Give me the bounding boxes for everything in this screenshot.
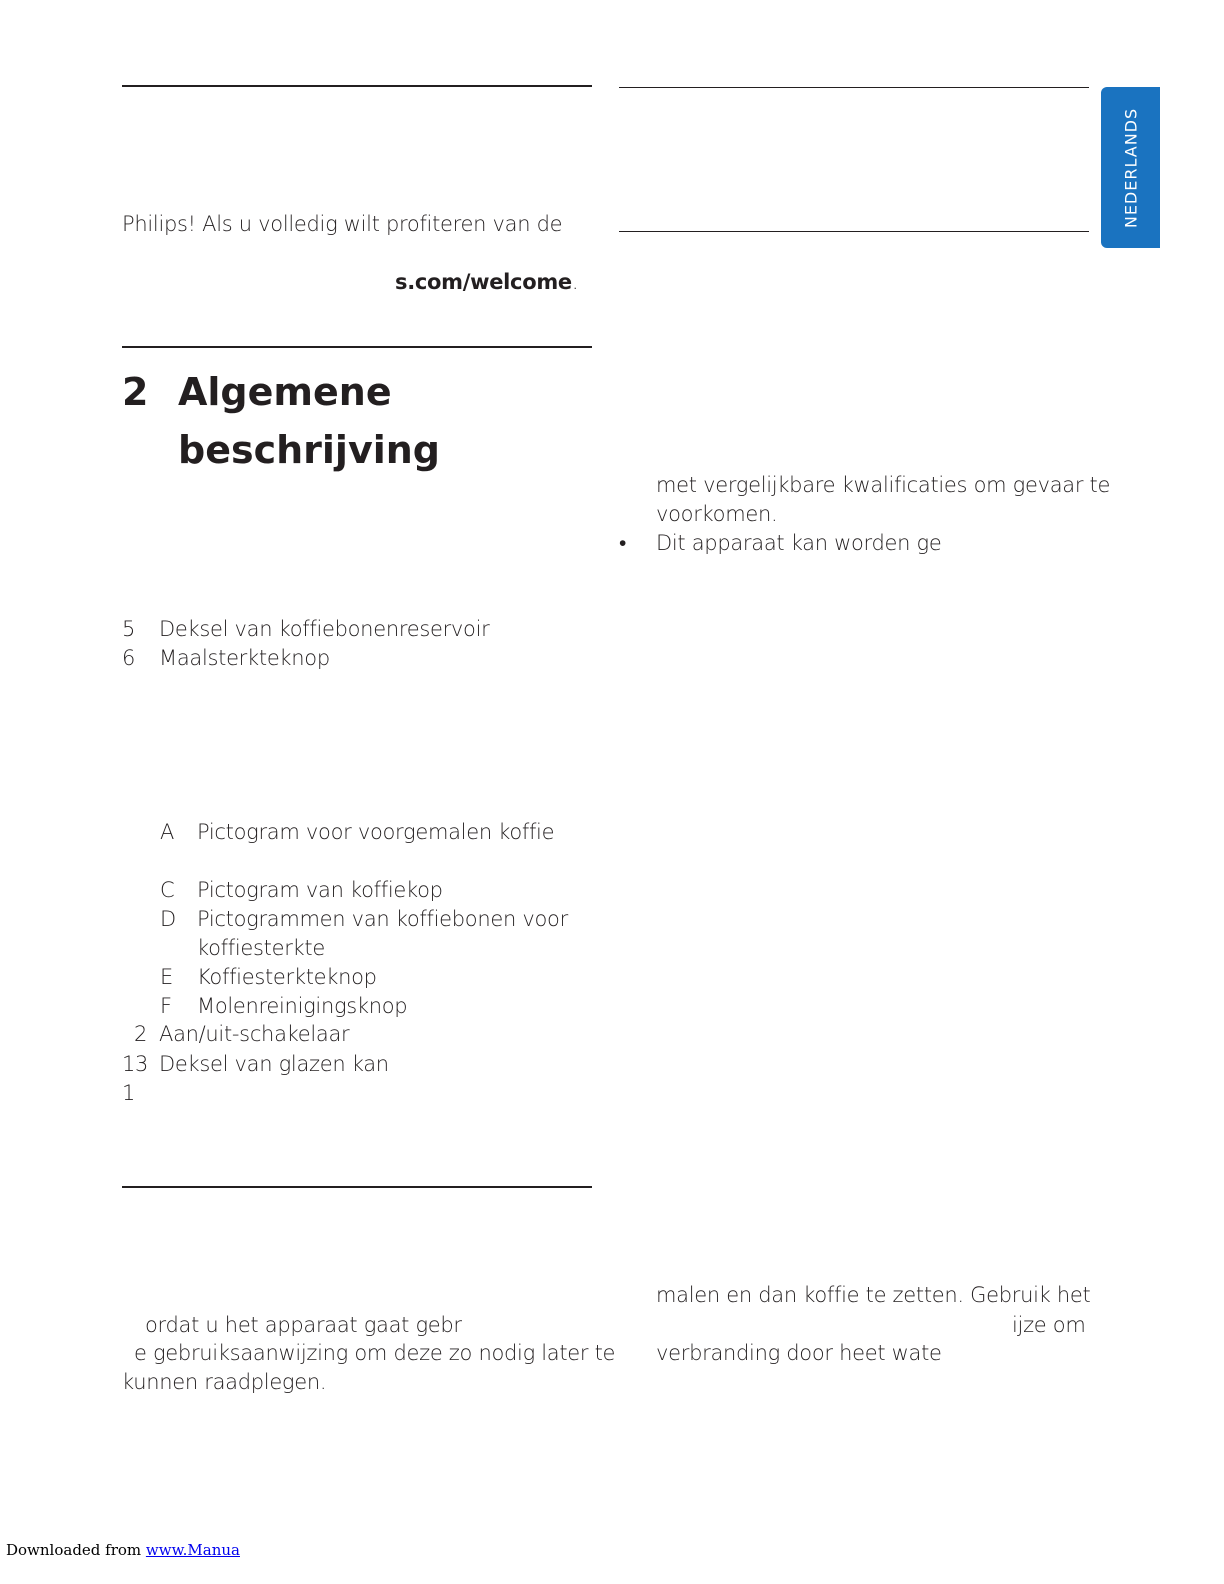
- sublist-letter: D: [160, 907, 176, 931]
- list-item-text: Deksel van glazen kan: [159, 1052, 389, 1076]
- right-para-line2: voorkomen.: [656, 502, 778, 526]
- sublist-text: Molenreinigingsknop: [197, 994, 408, 1018]
- right-para-line1: met vergelijkbare kwalificaties om gevaar te: [656, 473, 1111, 497]
- list-item-number: 5: [122, 617, 136, 641]
- sublist-text: Pictogram van koffiekop: [197, 878, 443, 902]
- list-item-text: Aan/uit-schakelaar: [159, 1022, 350, 1046]
- list-item-number: 13: [122, 1052, 149, 1076]
- download-footer: [6, 1541, 298, 1559]
- list-item-number: 1: [122, 1081, 136, 1105]
- sublist-text-continued: koffiesterkte: [197, 936, 325, 960]
- sublist-letter: A: [160, 820, 175, 844]
- divider-top-left: [122, 85, 592, 87]
- divider-right-2: [619, 231, 1089, 232]
- divider-top-right: [619, 87, 1089, 88]
- welcome-url-suffix: .: [571, 270, 579, 294]
- right-bottom-line2: ijze om: [1012, 1313, 1086, 1337]
- important-line2: e gebruiksaanwijzing om deze zo nodig later te: [134, 1341, 616, 1365]
- right-bottom-line3: verbranding door heet wate: [656, 1341, 942, 1365]
- sublist-letter: E: [160, 965, 173, 989]
- section-number: 2: [122, 370, 149, 414]
- sublist-text: Koffiesterkteknop: [197, 965, 377, 989]
- list-item-text: Maalsterkteknop: [159, 646, 330, 670]
- important-line3: kunnen raadplegen.: [122, 1370, 327, 1394]
- bullet-icon: •: [619, 531, 627, 555]
- sublist-letter: F: [160, 994, 172, 1018]
- language-tab-label: NEDERLANDS: [1121, 107, 1140, 228]
- sublist-text: Pictogram voor voorgemalen koffie: [197, 820, 555, 844]
- right-bottom-line1: malen en dan koffie te zetten. Gebruik het: [656, 1283, 1091, 1307]
- list-item-text: Deksel van koffiebonenreservoir: [159, 617, 490, 641]
- footer-prefix: Downloaded from: [6, 1541, 146, 1559]
- list-item-number: 6: [122, 646, 136, 670]
- welcome-url: s.com/welcome: [395, 270, 572, 294]
- list-item-number: 2: [134, 1022, 148, 1046]
- sublist-text: Pictogrammen van koffiebonen voor: [197, 907, 568, 931]
- sublist-letter: C: [160, 878, 175, 902]
- footer-link[interactable]: www.Manua: [145, 1541, 240, 1559]
- section-title-line2: beschrijving: [178, 428, 441, 472]
- bullet-text: Dit apparaat kan worden ge: [656, 531, 942, 555]
- intro-url-line: [395, 268, 578, 297]
- divider-section2: [122, 346, 592, 348]
- intro-line: Philips! Als u volledig wilt profiteren van de: [122, 212, 563, 236]
- section-title-line1: Algemene: [178, 370, 392, 414]
- divider-important: [122, 1186, 592, 1188]
- important-line1: ordat u het apparaat gaat gebr: [145, 1313, 462, 1337]
- language-tab: [1101, 87, 1160, 248]
